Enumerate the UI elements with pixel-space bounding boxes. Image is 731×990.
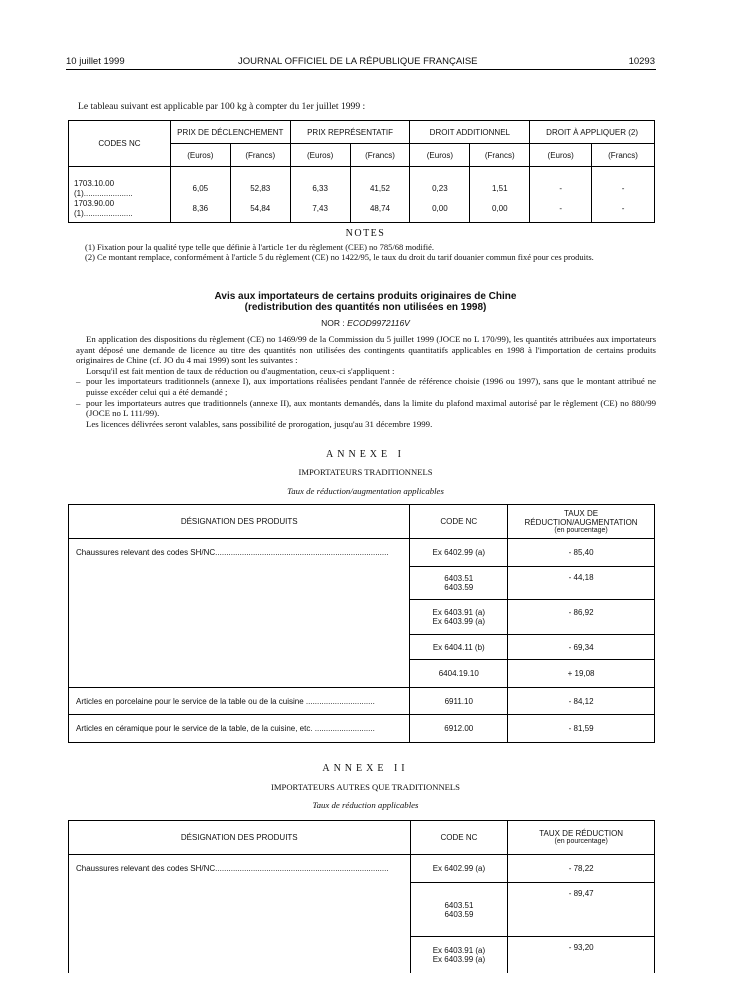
unit-header: (Euros) bbox=[290, 144, 350, 167]
unit-header: (Francs) bbox=[470, 144, 530, 167]
annexe-1-subtitle: IMPORTATEURS TRADITIONNELS bbox=[298, 467, 433, 477]
rate-cell: + 19,08 bbox=[508, 660, 655, 688]
rate-header bbox=[508, 821, 655, 855]
code-cell: 6912.00 bbox=[410, 715, 508, 743]
header-page-number: 10293 bbox=[628, 56, 655, 67]
intro-text: Le tableau suivant est applicable par 100 kg à compter du 1er juillet 1999 : bbox=[78, 101, 366, 112]
table-row bbox=[69, 199, 655, 223]
code-cell: 1703.10.00 (1)...................... bbox=[69, 179, 171, 199]
value-cell: 0,23 bbox=[410, 179, 470, 199]
table-row bbox=[69, 855, 655, 883]
code-cell bbox=[410, 937, 508, 973]
table-row bbox=[69, 600, 655, 635]
body-paragraph: Lorsqu'il est fait mention de taux de réduction ou d'augmentation, ceux-ci s'appliquent : bbox=[86, 365, 395, 376]
rate-cell: - 93,20 bbox=[508, 937, 655, 973]
code-header: CODE NC bbox=[410, 505, 508, 539]
code-line: Ex 6403.91 (a) bbox=[432, 608, 485, 617]
rate-cell: - 81,59 bbox=[508, 715, 655, 743]
rate-header-label: TAUX DE RÉDUCTION bbox=[539, 829, 624, 838]
annexe-1-table bbox=[68, 504, 655, 743]
notice-title bbox=[0, 291, 731, 313]
value-cell: 7,43 bbox=[290, 199, 350, 223]
body-paragraph: En application des dispositions du règlement (CE) no 1469/99 de la Commission du 5 juillet 1999 (JOCE no L 170/99), les quantités attribuées aux importateurs ayant déposé une demande de licence au titre des quantités non utilisées des contingents quantitatifs applicables en 1998 à l'importation de certains produits originaires de Chine (cf. JO du 4 mai 1999) sont les suivantes : bbox=[76, 334, 656, 366]
value-cell: - bbox=[592, 179, 655, 199]
note-item: (2) Ce montant remplace, conformément à l'article 5 du règlement (CE) no 1422/95, le taux du droit du tarif douanier commun fixé pour ces produits. bbox=[85, 252, 594, 262]
notes-title: NOTES bbox=[345, 228, 386, 239]
code-cell: 1703.90.00 (1)...................... bbox=[69, 199, 171, 223]
value-cell: 0,00 bbox=[410, 199, 470, 223]
designation-cell: Chaussures relevant des codes SH/NC.............................................................................. bbox=[69, 855, 411, 883]
value-cell: 1,51 bbox=[470, 179, 530, 199]
code-cell: Ex 6402.99 (a) bbox=[410, 539, 508, 567]
table-row bbox=[69, 937, 655, 973]
code-line: 6403.59 bbox=[444, 909, 474, 919]
value-cell: 0,00 bbox=[470, 199, 530, 223]
unit-header: (Euros) bbox=[170, 144, 230, 167]
code-cell bbox=[410, 600, 508, 635]
code-line: 6403.59 bbox=[444, 583, 474, 592]
annexe-2-subtitle: IMPORTATEURS AUTRES QUE TRADITIONNELS bbox=[271, 782, 460, 792]
header-date: 10 juillet 1999 bbox=[66, 56, 125, 67]
price-table bbox=[68, 120, 655, 223]
annexe-1-caption: Taux de réduction/augmentation applicables bbox=[287, 486, 444, 496]
value-cell: 54,84 bbox=[230, 199, 290, 223]
code-cell: Ex 6402.99 (a) bbox=[410, 855, 508, 883]
rate-cell: - 85,40 bbox=[508, 539, 655, 567]
value-cell: 52,83 bbox=[230, 179, 290, 199]
code-line: Ex 6403.99 (a) bbox=[432, 954, 486, 964]
designation-header: DÉSIGNATION DES PRODUITS bbox=[69, 505, 410, 539]
rate-cell: - 84,12 bbox=[508, 688, 655, 715]
notice-subtitle-line: (redistribution des quantités non utilisées en 1998) bbox=[244, 302, 487, 313]
value-cell: - bbox=[592, 199, 655, 223]
header-divider bbox=[66, 69, 656, 70]
value-cell: 6,05 bbox=[170, 179, 230, 199]
header-journal-title: JOURNAL OFFICIEL DE LA RÉPUBLIQUE FRANÇAISE bbox=[238, 56, 478, 67]
code-cell bbox=[410, 883, 508, 937]
rate-cell: - 44,18 bbox=[508, 567, 655, 600]
table-row bbox=[69, 635, 655, 660]
rate-cell: - 78,22 bbox=[508, 855, 655, 883]
code-header: CODE NC bbox=[410, 821, 508, 855]
rate-cell: - 89,47 bbox=[508, 883, 655, 937]
rate-cell: - 86,92 bbox=[508, 600, 655, 635]
notice-body bbox=[76, 334, 656, 429]
code-cell bbox=[410, 567, 508, 600]
body-paragraph: Les licences délivrées seront valables, sans possibilité de prorogation, jusqu'au 31 décembre 1999. bbox=[86, 418, 433, 429]
designation-cell: Articles en porcelaine pour le service de la table ou de la cuisine ............................... bbox=[69, 688, 410, 715]
rate-header-unit: (en pourcentage) bbox=[554, 526, 608, 534]
code-line: Ex 6403.99 (a) bbox=[432, 617, 485, 626]
notice-title-line: Avis aux importateurs de certains produits originaires de Chine bbox=[214, 291, 517, 302]
designation-header: DÉSIGNATION DES PRODUITS bbox=[69, 821, 411, 855]
value-cell: 41,52 bbox=[350, 179, 410, 199]
annexe-2-caption: Taux de réduction applicables bbox=[312, 800, 419, 810]
code-line: Ex 6403.91 (a) bbox=[432, 945, 486, 955]
list-item: – pour les importateurs traditionnels (annexe I), aux importations réalisées pendant l'année de référence choisie (1996 ou 1997), sans que le montant attribué ne puisse excéder celui qui a été demandé ; bbox=[76, 376, 656, 397]
table-row bbox=[69, 715, 655, 743]
col-group-header: DROIT À APPLIQUER (2) bbox=[530, 121, 655, 144]
note-item: (1) Fixation pour la qualité type telle que définie à l'article 1er du règlement (CEE) no 785/68 modifié. bbox=[85, 242, 434, 252]
code-cell: 6404.19.10 bbox=[410, 660, 508, 688]
unit-header: (Francs) bbox=[350, 144, 410, 167]
table-row bbox=[69, 660, 655, 688]
nor-reference bbox=[0, 318, 731, 328]
notes-block bbox=[76, 242, 656, 262]
designation-cell: Chaussures relevant des codes SH/NC.............................................................................. bbox=[69, 539, 410, 567]
rate-header-unit: (en pourcentage) bbox=[554, 838, 608, 845]
code-cell: Ex 6404.11 (b) bbox=[410, 635, 508, 660]
code-line: 6403.51 bbox=[444, 900, 474, 910]
rate-header bbox=[508, 505, 655, 539]
annexe-1-title: ANNEXE I bbox=[326, 449, 405, 460]
list-item: – pour les importateurs autres que traditionnels (annexe II), aux montants demandés, dans la limite du plafond maximal autorisé par le règlement (CE) no 880/99 (JOCE no L 111/99). bbox=[76, 398, 656, 419]
designation-cell: Articles en céramique pour le service de la table, de la cuisine, etc. ........................... bbox=[69, 715, 410, 743]
annexe-2-table bbox=[68, 820, 655, 973]
unit-header: (Euros) bbox=[410, 144, 470, 167]
table-row bbox=[69, 883, 655, 937]
table-row bbox=[69, 539, 655, 567]
rate-cell: - 69,34 bbox=[508, 635, 655, 660]
code-cell: 6911.10 bbox=[410, 688, 508, 715]
value-cell: 48,74 bbox=[350, 199, 410, 223]
col-group-header: PRIX DE DÉCLENCHEMENT bbox=[170, 121, 290, 144]
value-cell: - bbox=[530, 199, 592, 223]
unit-header: (Francs) bbox=[230, 144, 290, 167]
nor-label: NOR : bbox=[321, 318, 345, 328]
annexe-2-title: ANNEXE II bbox=[322, 763, 409, 774]
rate-header-label: TAUX DE RÉDUCTION/AUGMENTATION bbox=[524, 508, 638, 527]
codes-nc-header: CODES NC bbox=[69, 121, 171, 167]
value-cell: 6,33 bbox=[290, 179, 350, 199]
unit-header: (Francs) bbox=[592, 144, 655, 167]
table-row bbox=[69, 179, 655, 199]
unit-header: (Euros) bbox=[530, 144, 592, 167]
col-group-header: PRIX REPRÉSENTATIF bbox=[290, 121, 410, 144]
code-line: 6403.51 bbox=[444, 574, 474, 583]
col-group-header: DROIT ADDITIONNEL bbox=[410, 121, 530, 144]
value-cell: 8,36 bbox=[170, 199, 230, 223]
table-row bbox=[69, 688, 655, 715]
table-row bbox=[69, 567, 655, 600]
nor-code: ECOD9972116V bbox=[347, 318, 410, 328]
value-cell: - bbox=[530, 179, 592, 199]
